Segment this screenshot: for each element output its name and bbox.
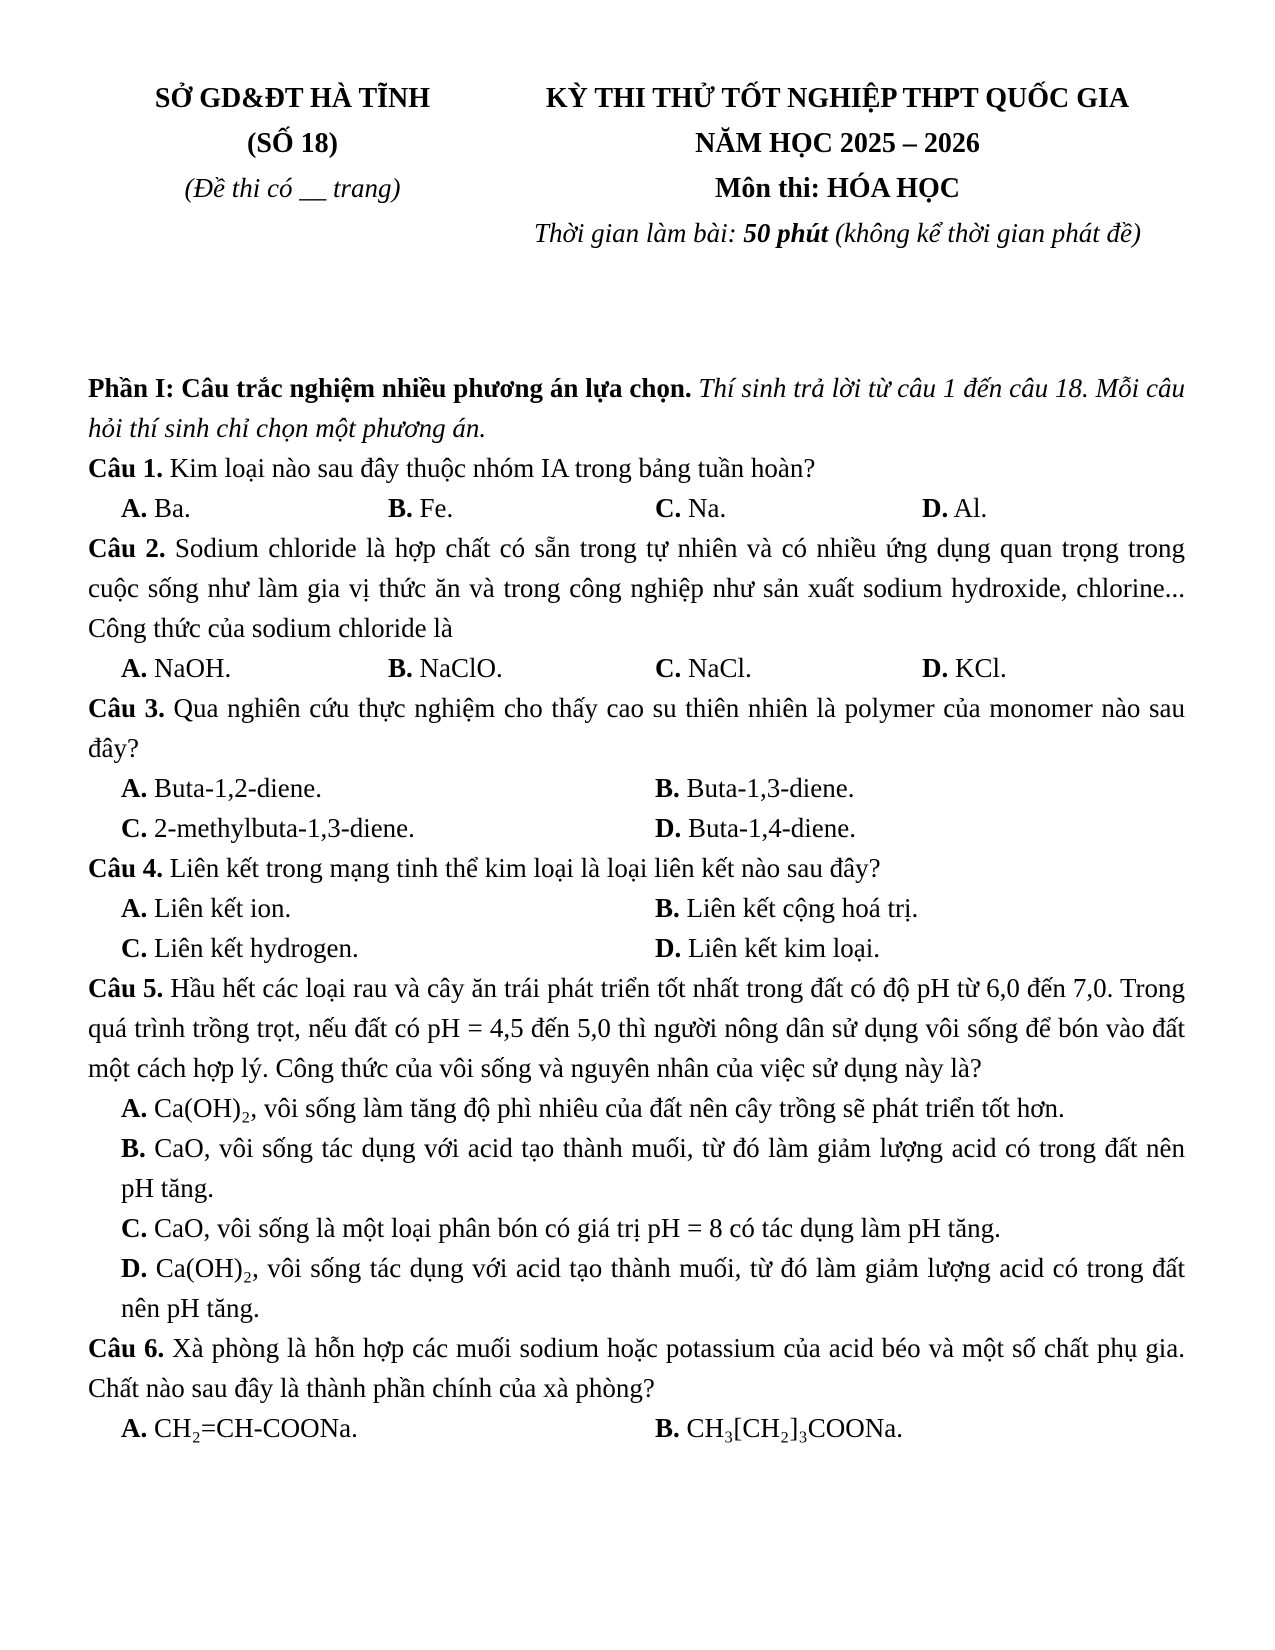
option-text: Buta-1,2-diene. [154,773,322,803]
option-letter: A. [121,1413,148,1443]
question-2-number: Câu 2. [88,533,166,563]
question-4-number: Câu 4. [88,853,164,883]
question-2-body: Sodium chloride là hợp chất có sẵn trong tự nhiên và có nhiều ứng dụng quan trọng trong cuộc sống như làm gia vị thức ăn và trong công nghiệp như sản xuất sodium hydroxide, chlorine... Công thức của sodium chloride là [88,533,1186,643]
option-text: CH₃[CH₂]₃COONa. [686,1413,903,1443]
option-text: CaO, vôi sống là một loại phân bón có giá trị pH = 8 có tác dụng làm pH tăng. [154,1213,1001,1243]
question-1-options [88,488,1185,528]
option-letter: B. [388,653,413,683]
question-2 [88,528,1185,688]
option-letter: B. [655,1413,680,1443]
subject-line: Môn thi: HÓA HỌC [714,173,960,204]
question-1-body: Kim loại nào sau đây thuộc nhóm IA trong bảng tuần hoàn? [169,453,816,483]
question-5-option-c [88,1208,1185,1248]
duration-line [485,211,1190,256]
question-5-options [88,1088,1185,1328]
question-1-option-a [88,488,355,528]
question-4-options [88,888,1185,968]
option-text: NaOH. [154,653,232,683]
option-text: CH₂=CH-COONa. [154,1413,358,1443]
option-letter: B. [655,773,680,803]
question-2-text [88,528,1185,648]
question-3-body: Qua nghiên cứu thực nghiệm cho thấy cao su thiên nhiên là polymer của monomer nào sau đây? [88,693,1185,763]
part1-heading [88,368,1185,448]
question-3-option-d [622,808,1185,848]
exam-title: KỲ THI THỬ TỐT NGHIỆP THPT QUỐC GIA [545,83,1130,114]
question-6-option-b [622,1408,1185,1448]
option-letter: D. [121,1253,148,1283]
question-6-number: Câu 6. [88,1333,165,1363]
option-letter: D. [655,813,682,843]
question-6-text [88,1328,1185,1408]
question-3 [88,688,1185,848]
exam-code: (SỐ 18) [247,128,338,159]
question-3-option-c [88,808,622,848]
question-5-body: Hầu hết các loại rau và cây ăn trái phát triển tốt nhất trong đất có độ pH từ 6,0 đến 7,0. Trong quá trình trồng trọt, nếu đất có pH = 4,5 đến 5,0 thì người nông dân sử dụng vôi sống để bón vào đất một cách hợp lý. Công thức của vôi sống và nguyên nhân của việc sử dụng này là? [88,973,1185,1083]
option-text: Al. [953,493,988,523]
option-text: Liên kết kim loại. [688,933,880,963]
option-letter: C. [121,933,148,963]
option-letter: C. [655,493,682,523]
question-2-option-a [88,648,355,688]
part1-heading-italic: Thí sinh trả lời từ câu 1 đến câu 18. Mỗi câu hỏi thí sinh chỉ chọn một phương án. [88,373,1186,443]
question-5-text [88,968,1185,1088]
option-text: Fe. [419,493,454,523]
duration-value: 50 phút [743,218,829,248]
option-letter: D. [922,653,949,683]
department-name: SỞ GD&ĐT HÀ TĨNH [154,83,431,114]
question-2-option-b [355,648,622,688]
option-text: NaCl. [688,653,752,683]
option-letter: D. [655,933,682,963]
option-text: Buta-1,4-diene. [688,813,856,843]
question-2-option-c [622,648,889,688]
option-text: Ca(OH)₂, vôi sống làm tăng độ phì nhiêu của đất nên cây trồng sẽ phát triển tốt hơn. [154,1093,1065,1123]
question-4-option-d [622,928,1185,968]
question-6-option-a [88,1408,622,1448]
option-letter: B. [121,1133,146,1163]
question-6-options [88,1408,1185,1448]
option-letter: A. [121,493,148,523]
question-5-option-a [88,1088,1185,1128]
option-text: Liên kết hydrogen. [154,933,359,963]
option-text: Buta-1,3-diene. [686,773,855,803]
option-text: Na. [688,493,727,523]
option-text: NaClO. [419,653,503,683]
duration-suffix: (không kể thời gian phát đề) [834,218,1142,248]
question-2-options [88,648,1185,688]
option-text: KCl. [955,653,1007,683]
duration-prefix: Thời gian làm bài: [533,218,737,248]
option-text: Ca(OH)₂, vôi sống tác dụng với acid tạo thành muối, từ đó làm giảm lượng acid có trong đất nên pH tăng. [121,1253,1186,1323]
option-letter: A. [121,1093,148,1123]
question-4-option-b [622,888,1185,928]
question-4-option-c [88,928,622,968]
question-4-text [88,848,1185,888]
option-text: Ba. [154,493,191,523]
option-letter: A. [121,893,148,923]
question-3-options [88,768,1185,848]
question-6-body: Xà phòng là hỗn hợp các muối sodium hoặc potassium của acid béo và một số chất phụ gia. Chất nào sau đây là thành phần chính của xà phòng? [88,1333,1186,1403]
option-letter: C. [655,653,682,683]
option-letter: B. [388,493,413,523]
question-3-number: Câu 3. [88,693,165,723]
question-1-option-c [622,488,889,528]
question-5 [88,968,1185,1328]
question-5-option-b [88,1128,1185,1208]
question-1 [88,448,1185,528]
question-4 [88,848,1185,968]
header-right-block [485,76,1190,256]
option-letter: A. [121,773,148,803]
option-letter: C. [121,813,148,843]
question-3-option-b [622,768,1185,808]
pages-note: (Đề thi có __ trang) [184,173,401,203]
school-year: NĂM HỌC 2025 – 2026 [695,128,980,159]
header-left-block [100,76,485,256]
question-1-option-d [889,488,1185,528]
question-5-option-d [88,1248,1185,1328]
option-letter: D. [922,493,949,523]
question-6 [88,1328,1185,1448]
option-letter: C. [121,1213,148,1243]
question-2-option-d [889,648,1185,688]
question-1-text [88,448,1185,488]
option-letter: B. [655,893,680,923]
exam-header [0,0,1275,256]
question-1-number: Câu 1. [88,453,164,483]
option-text: CaO, vôi sống tác dụng với acid tạo thành muối, từ đó làm giảm lượng acid có trong đất nên pH tăng. [121,1133,1185,1203]
question-1-option-b [355,488,622,528]
question-3-option-a [88,768,622,808]
option-text: Liên kết cộng hoá trị. [686,893,919,923]
exam-body [0,368,1275,1448]
option-text: 2-methylbuta-1,3-diene. [154,813,415,843]
question-3-text [88,688,1185,768]
option-letter: A. [121,653,148,683]
question-5-number: Câu 5. [88,973,164,1003]
question-4-body: Liên kết trong mạng tinh thể kim loại là loại liên kết nào sau đây? [169,853,881,883]
option-text: Liên kết ion. [154,893,292,923]
part1-heading-bold: Phần I: Câu trắc nghiệm nhiều phương án lựa chọn. [88,373,692,403]
question-4-option-a [88,888,622,928]
